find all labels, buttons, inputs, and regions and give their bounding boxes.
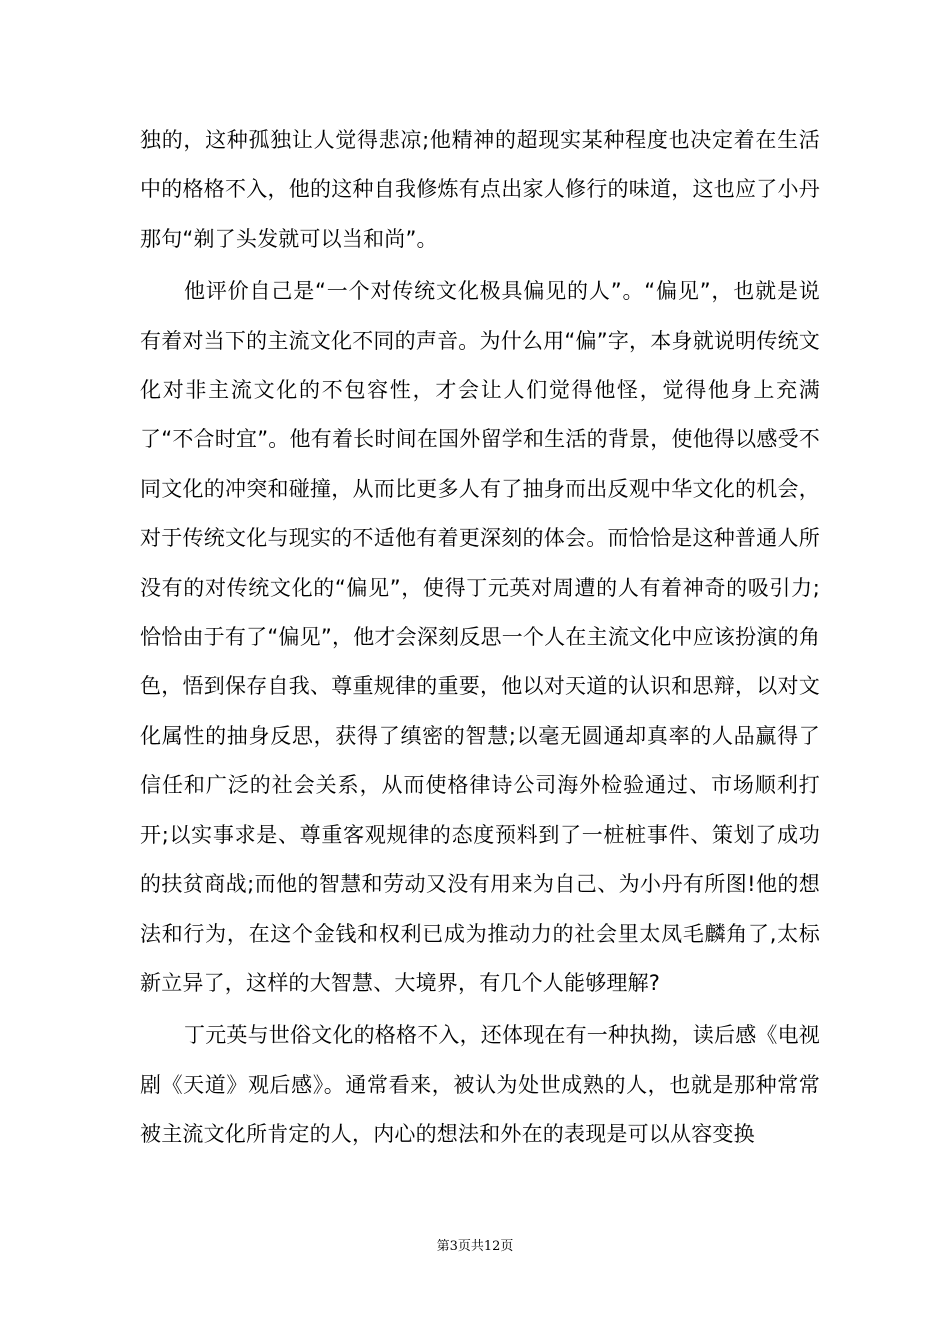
page-number-footer: 第3页共12页 [436,1239,514,1254]
document-body [140,116,820,1160]
paragraph-3: 丁元英与世俗文化的格格不入，还体现在有一种执拗，读后感《电视剧《天道》观后感》。通常看来，被认为处世成熟的人，也就是那种常常被主流文化所肯定的人，内心的想法和外在的表现是可以从容变换 [140,1023,820,1147]
paragraph-1: 独的，这种孤独让人觉得悲凉;他精神的超现实某种程度也决定着在生活中的格格不入，他的这种自我修炼有点出家人修行的味道，这也应了小丹那句“剃了头发就可以当和尚”。 [140,128,820,251]
paragraph-2: 他评价自己是“一个对传统文化极具偏见的人”。“偏见”，也就是说有着对当下的主流文化不同的声音。为什么用“偏”字，本身就说明传统文化对非主流文化的不包容性，才会让人们觉得他怪，觉得他身上充满了“不合时宜”。他有着长时间在国外留学和生活的背景，使他得以感受不同文化的冲突和碰撞，从而比更多人有了抽身而出反观中华文化的机会，对于传统文化与现实的不适他有着更深刻的体会。而恰恰是这种普通人所没有的对传统文化的“偏见”，使得丁元英对周遭的人有着神奇的吸引力;恰恰由于有了“偏见”，他才会深刻反思一个人在主流文化中应该扮演的角色，悟到保存自我、尊重规律的重要，他以对天道的认识和思辩，以对文化属性的抽身反思，获得了缜密的智慧;以毫无圆通却真率的人品赢得了信任和广泛的社会关系，从而使格律诗公司海外检验通过、市场顺利打开;以实事求是、尊重客观规律的态度预料到了一桩桩事件、策划了成功的扶贫商战;而他的智慧和劳动又没有用来为自己、为小丹有所图!他的想法和行为，在这个金钱和权利已成为推动力的社会里太凤毛麟角了,太标新立异了，这样的大智慧、大境界，有几个人能够理解? [140,279,820,995]
